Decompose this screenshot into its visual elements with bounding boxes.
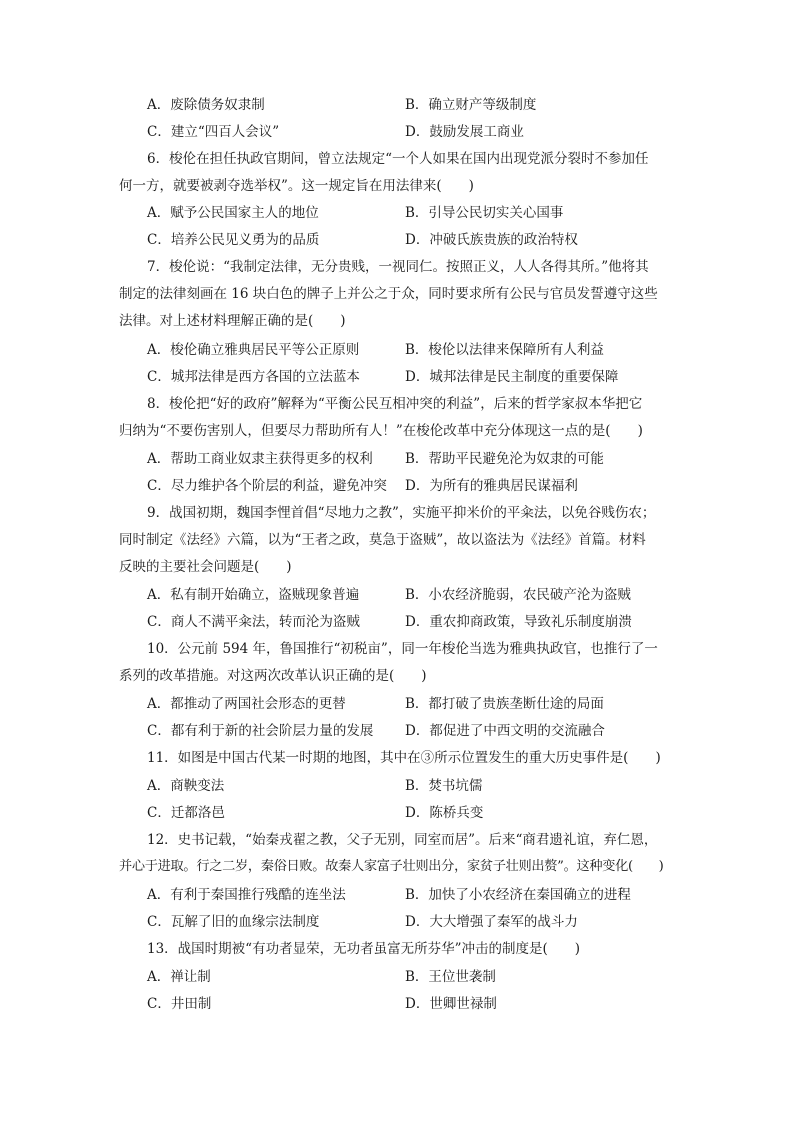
- q12-option-d: D．大大增强了秦军的战斗力: [405, 914, 578, 930]
- q11-stem-line-1: 11．如图是中国古代某一时期的地图，其中在③所示位置发生的重大历史事件是( ): [147, 750, 661, 766]
- q12-option-a: A．有利于秦国推行残酷的连坐法: [147, 887, 346, 903]
- q8-stem-line-1: 8．梭伦把“好的政府”解释为“平衡公民互相冲突的利益”，后来的哲学家叔本华把它: [147, 396, 643, 412]
- q11-option-d: D．陈桥兵变: [405, 805, 484, 821]
- q9-stem-line-2: 同时制定《法经》六篇，以为“王者之政，莫急于盗贼”，故以盗法为《法经》首篇。材料: [119, 532, 646, 548]
- q13-stem-line-1: 13．战国时期被“有功者显荣，无功者虽富无所芬华”冲击的制度是( ): [147, 941, 581, 957]
- q9-option-c: C．商人不满平籴法，转而沦为盗贼: [147, 614, 360, 630]
- q5-option-d: D．鼓励发展工商业: [405, 124, 524, 140]
- q10-stem-line-2: 系列的改革措施。对这两次改革认识正确的是( ): [119, 668, 427, 684]
- q6-option-b: B．引导公民切实关心国事: [405, 205, 564, 221]
- q8-option-c: C．尽力维护各个阶层的利益，避免冲突: [147, 478, 387, 494]
- q6-option-d: D．冲破氏族贵族的政治特权: [405, 232, 578, 248]
- q12-stem-line-2: 并心于进取。行之二岁，秦俗日败。故秦人家富子壮则出分，家贫子壮则出赘”。这种变化( ): [119, 859, 664, 874]
- q10-option-c: C．都有利于新的社会阶层力量的发展: [147, 723, 374, 739]
- q7-stem-line-2: 制定的法律刻画在 16 块白色的牌子上并公之于众，同时要求所有公民与官员发誓遵守这些: [119, 286, 658, 302]
- q7-stem-line-3: 法律。对上述材料理解正确的是( ): [119, 313, 346, 329]
- q10-option-d: D．都促进了中西文明的交流融合: [405, 723, 605, 739]
- q9-option-b: B．小农经济脆弱，农民破产沦为盗贼: [405, 587, 631, 603]
- q7-stem-line-1: 7．梭伦说：“我制定法律，无分贵贱，一视同仁。按照正义，人人各得其所。”他将其: [147, 259, 649, 275]
- q10-option-a: A．都推动了两国社会形态的更替: [147, 696, 346, 712]
- q8-option-b: B．帮助平民避免沦为奴隶的可能: [405, 451, 604, 467]
- q9-option-a: A．私有制开始确立，盗贼现象普遍: [147, 587, 360, 603]
- q12-stem-line-1: 12．史书记载，“始秦戎翟之教，父子无别，同室而居”。后来“商君遗礼谊，弃仁恩，: [147, 832, 658, 848]
- q13-option-c: C．井田制: [147, 996, 212, 1012]
- q6-stem-line-2: 何一方，就要被剥夺选举权”。这一规定旨在用法律来( ): [119, 178, 474, 194]
- q6-option-a: A．赋予公民国家主人的地位: [147, 205, 319, 221]
- q13-option-a: A．禅让制: [147, 969, 211, 985]
- q8-option-a: A．帮助工商业奴隶主获得更多的权利: [147, 451, 373, 467]
- q5-option-c: C．建立“四百人会议”: [147, 124, 280, 140]
- q12-option-c: C．瓦解了旧的血缘宗法制度: [147, 914, 320, 930]
- q10-option-b: B．都打破了贵族垄断仕途的局面: [405, 696, 604, 712]
- q7-option-d: D．城邦法律是民主制度的重要保障: [405, 369, 619, 385]
- q10-stem-line-1: 10．公元前 594 年，鲁国推行“初税亩”，同一年梭伦当选为雅典执政官，也推行了一: [147, 641, 658, 657]
- q11-option-c: C．迁都洛邑: [147, 805, 225, 821]
- q12-option-b: B．加快了小农经济在秦国确立的进程: [405, 887, 631, 903]
- q9-stem-line-3: 反映的主要社会问题是( ): [119, 559, 292, 575]
- q11-option-a: A．商鞅变法: [147, 778, 225, 794]
- q5-option-a: A．废除债务奴隶制: [147, 97, 265, 113]
- q8-stem-line-2: 归纳为“不要伤害别人，但要尽力帮助所有人！”在梭伦改革中充分体现这一点的是( ): [119, 423, 643, 439]
- q11-option-b: B．焚书坑儒: [405, 778, 483, 794]
- q9-option-d: D．重农抑商政策，导致礼乐制度崩溃: [405, 614, 632, 630]
- q6-stem-line-1: 6．梭伦在担任执政官期间，曾立法规定“一个人如果在国内出现党派分裂时不参加任: [147, 151, 649, 167]
- q7-option-a: A．梭伦确立雅典居民平等公正原则: [147, 342, 360, 358]
- q7-option-c: C．城邦法律是西方各国的立法蓝本: [147, 369, 360, 385]
- q6-option-c: C．培养公民见义勇为的品质: [147, 232, 320, 248]
- q8-option-d: D．为所有的雅典居民谋福利: [405, 478, 578, 494]
- q5-option-b: B．确立财产等级制度: [405, 97, 537, 113]
- q13-option-b: B．王位世袭制: [405, 969, 496, 985]
- q13-option-d: D．世卿世禄制: [405, 996, 497, 1012]
- q9-stem-line-1: 9．战国初期，魏国李悝首倡“尽地力之教”，实施平抑米价的平籴法，以免谷贱伤农；: [147, 505, 656, 521]
- q7-option-b: B．梭伦以法律来保障所有人利益: [405, 342, 604, 358]
